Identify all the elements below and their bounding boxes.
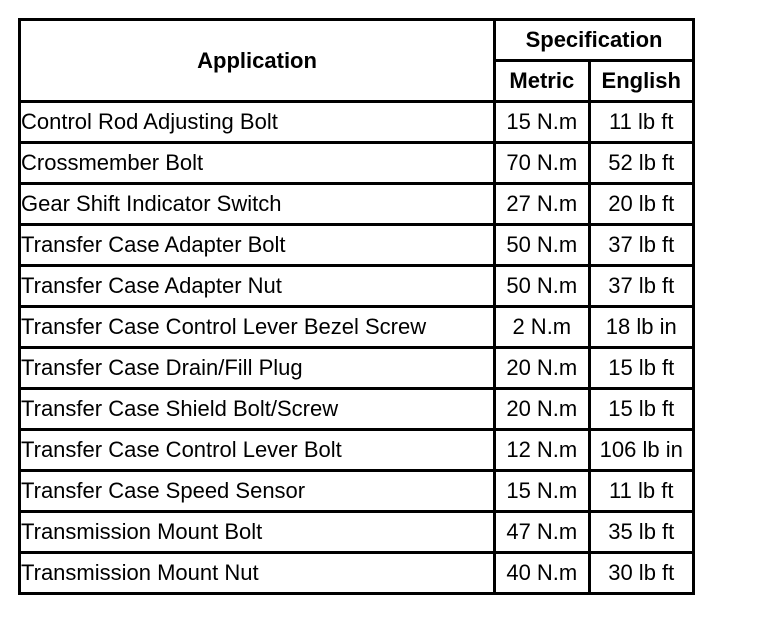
english-cell: 20 lb ft xyxy=(591,185,696,226)
application-cell: Transfer Case Control Lever Bolt xyxy=(21,431,496,472)
english-cell: 37 lb ft xyxy=(591,226,696,267)
table-row xyxy=(21,554,695,595)
english-cell: 15 lb ft xyxy=(591,349,696,390)
english-cell: 37 lb ft xyxy=(591,267,696,308)
application-cell: Transfer Case Control Lever Bezel Screw xyxy=(21,308,496,349)
table-row xyxy=(21,431,695,472)
application-cell: Transfer Case Speed Sensor xyxy=(21,472,496,513)
application-cell: Transfer Case Shield Bolt/Screw xyxy=(21,390,496,431)
metric-cell: 50 N.m xyxy=(496,226,590,267)
fastener-specification-table xyxy=(18,18,695,595)
application-cell: Crossmember Bolt xyxy=(21,144,496,185)
english-cell: 18 lb in xyxy=(591,308,696,349)
table-row xyxy=(21,267,695,308)
english-cell: 52 lb ft xyxy=(591,144,696,185)
header-row-top xyxy=(21,21,695,62)
english-cell: 11 lb ft xyxy=(591,472,696,513)
specification-header: Specification xyxy=(496,21,695,62)
english-cell: 15 lb ft xyxy=(591,390,696,431)
metric-cell: 40 N.m xyxy=(496,554,590,595)
metric-cell: 15 N.m xyxy=(496,103,590,144)
application-cell: Transfer Case Adapter Bolt xyxy=(21,226,496,267)
english-cell: 35 lb ft xyxy=(591,513,696,554)
application-cell: Transmission Mount Bolt xyxy=(21,513,496,554)
metric-cell: 12 N.m xyxy=(496,431,590,472)
table-row xyxy=(21,308,695,349)
application-cell: Transfer Case Adapter Nut xyxy=(21,267,496,308)
english-cell: 106 lb in xyxy=(591,431,696,472)
english-header: English xyxy=(591,62,696,103)
application-cell: Gear Shift Indicator Switch xyxy=(21,185,496,226)
metric-cell: 47 N.m xyxy=(496,513,590,554)
table-row xyxy=(21,144,695,185)
application-header: Application xyxy=(21,21,496,103)
application-cell: Transfer Case Drain/Fill Plug xyxy=(21,349,496,390)
metric-cell: 50 N.m xyxy=(496,267,590,308)
table-row xyxy=(21,103,695,144)
table-body xyxy=(21,103,695,595)
metric-cell: 15 N.m xyxy=(496,472,590,513)
metric-cell: 20 N.m xyxy=(496,390,590,431)
table-row xyxy=(21,513,695,554)
table-row xyxy=(21,349,695,390)
table-row xyxy=(21,472,695,513)
metric-header: Metric xyxy=(496,62,590,103)
english-cell: 11 lb ft xyxy=(591,103,696,144)
table-row xyxy=(21,390,695,431)
metric-cell: 20 N.m xyxy=(496,349,590,390)
english-cell: 30 lb ft xyxy=(591,554,696,595)
application-cell: Control Rod Adjusting Bolt xyxy=(21,103,496,144)
table-row xyxy=(21,226,695,267)
metric-cell: 2 N.m xyxy=(496,308,590,349)
table-row xyxy=(21,185,695,226)
application-cell: Transmission Mount Nut xyxy=(21,554,496,595)
metric-cell: 70 N.m xyxy=(496,144,590,185)
metric-cell: 27 N.m xyxy=(496,185,590,226)
